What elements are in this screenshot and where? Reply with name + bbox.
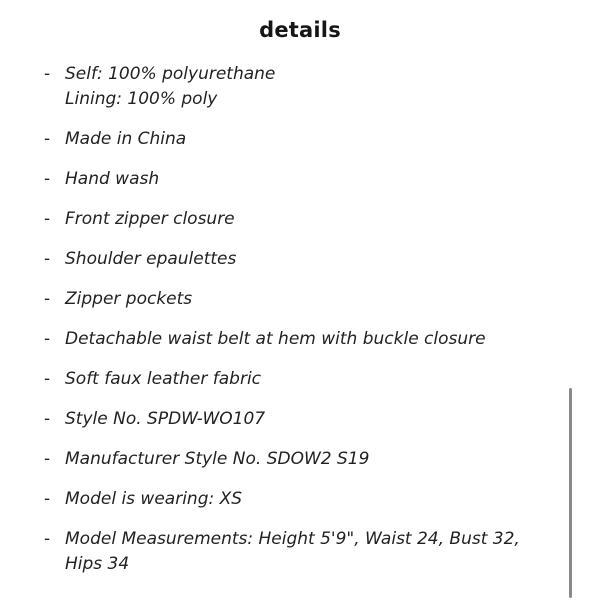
detail-text: Model Measurements: Height 5'9", Waist 24, Bust 32, — [65, 529, 520, 549]
bullet-dash: - — [44, 209, 51, 229]
bullet-dash: - — [44, 64, 51, 84]
detail-text: Soft faux leather fabric — [65, 369, 262, 389]
bullet-dash: - — [44, 489, 51, 509]
detail-text: Style No. SPDW-WO107 — [65, 409, 266, 429]
detail-text: Self: 100% polyurethane — [65, 64, 276, 84]
detail-text: Model is wearing: XS — [65, 489, 243, 509]
bullet-dash: - — [44, 249, 51, 269]
bullet-dash: - — [44, 289, 51, 309]
details-heading: details — [259, 18, 341, 42]
bullet-dash: - — [44, 169, 51, 189]
bullet-dash: - — [44, 129, 51, 149]
bullet-dash: - — [44, 449, 51, 469]
detail-text: Hips 34 — [65, 554, 130, 574]
detail-text: Manufacturer Style No. SDOW2 S19 — [65, 449, 370, 469]
detail-text: Lining: 100% poly — [65, 89, 218, 109]
bullet-dash: - — [44, 409, 51, 429]
detail-item-manufacturer-style — [0, 447, 560, 472]
bullet-dash: - — [44, 369, 51, 389]
bullet-dash: - — [44, 529, 51, 549]
detail-item-fabric — [0, 367, 560, 392]
detail-item-pockets — [0, 287, 560, 312]
detail-item-closure — [0, 207, 560, 232]
detail-item-model-measurements — [0, 527, 560, 577]
detail-item-care — [0, 167, 560, 192]
detail-item-belt — [0, 327, 560, 352]
detail-text: Made in China — [65, 129, 187, 149]
detail-text: Zipper pockets — [65, 289, 193, 309]
detail-text: Detachable waist belt at hem with buckle closure — [65, 329, 486, 349]
detail-text: Shoulder epaulettes — [65, 249, 237, 269]
bullet-dash: - — [44, 329, 51, 349]
detail-item-epaulettes — [0, 247, 560, 272]
detail-text: Hand wash — [65, 169, 160, 189]
detail-item-origin — [0, 127, 560, 152]
detail-text: Front zipper closure — [65, 209, 235, 229]
detail-item-style-no — [0, 407, 560, 432]
detail-item-model-size — [0, 487, 560, 512]
details-list — [0, 62, 560, 592]
vertical-scrollbar[interactable] — [569, 388, 572, 598]
detail-item-material — [0, 62, 560, 112]
